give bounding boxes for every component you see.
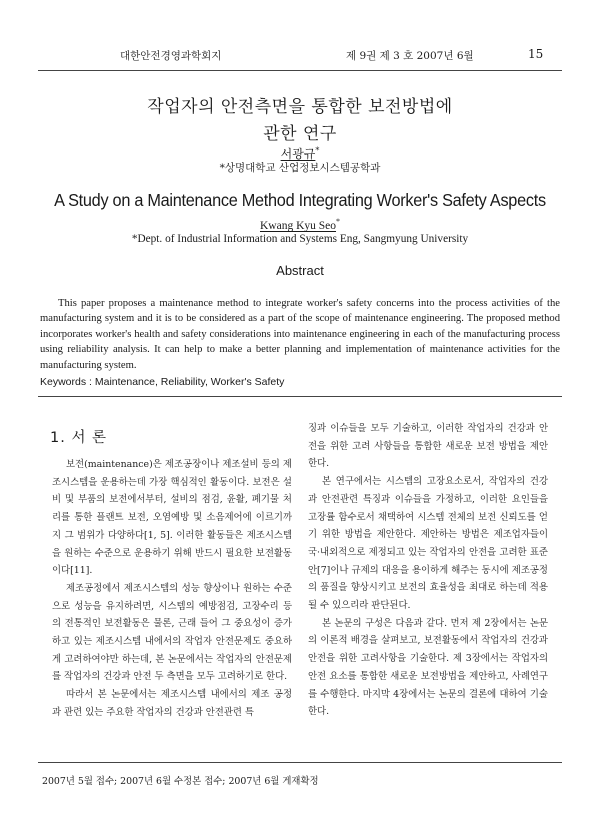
author-en-name: Kwang Kyu Seo — [259, 219, 337, 232]
issue-info: 제 9권 제 3 호 2007년 6월 — [346, 50, 474, 62]
paragraph: 보전(maintenance)은 제조공장이나 제조설비 등의 제조시스템을 운용하는데 가장 핵심적인 활동이다. 보전은 설비 및 부품의 보전에서부터, 설비의 점검, 윤활, 폐기물 처리를 통한 플랜트 보전, 오염예방 및 소음제어에 이르기까지 그 범위가 다양하다[1, 5]. 이러한 활동들은 제조시스템을 원하는 수준으로 운용하기 위해 반드시 필요한 보전활동이다[11]. — [52, 459, 292, 577]
title-ko-line2: 관한 연구 — [263, 124, 337, 144]
title-ko-line1: 작업자의 안전측면을 통합한 보전방법에 — [147, 97, 453, 117]
affiliation-en: *Dept. of Industrial Information and Systems Eng, Sangmyung University — [131, 233, 469, 245]
abstract-text: This paper proposes a maintenance method to integrate worker's safety concerns into the process activities of the manufacturing system and it is to be considered as a part of the scope of maintenance engineering. The proposed method incorporates worker's health and safety considerations into maintenance engineering in each of the manufacturing process using reliability analysis. It can help to make a better planning and implementation of maintenance activities for the manufacturing system. — [40, 298, 560, 371]
received-dates: 2007년 5월 접수; 2007년 6월 수정본 접수; 2007년 6월 게재확정 — [42, 776, 319, 787]
author-ko-name: 서광규 — [280, 147, 316, 161]
body-column-right — [308, 420, 548, 721]
paragraph: 본 논문의 구성은 다음과 같다. 먼저 제 2장에서는 논문의 이론적 배경을 살펴보고, 보전활동에서 작업자의 건강과 안전을 위한 고려사항을 기술한다. 제 3장에서는 작업자의 안전 요소를 통합한 새로운 보전방법을 제안하고, 사례연구를 수행한다. 마지막 4장에서는 논문의 결론에 대하여 기술한다. — [308, 617, 548, 718]
journal-name: 대한안전경영과학회지 — [120, 50, 222, 62]
page-number: 15 — [528, 47, 544, 61]
affiliation-ko: *상명대학교 산업정보시스템공학과 — [219, 162, 381, 174]
header-rule — [38, 70, 562, 71]
body-column-left — [52, 456, 292, 722]
paragraph: 따라서 본 논문에서는 제조시스템 내에서의 제조 공정과 관련 있는 주요한 작업자의 건강과 안전관련 특 — [52, 689, 292, 718]
abstract-heading: Abstract — [276, 263, 324, 278]
author-ko-mark: * — [315, 146, 320, 155]
paragraph: 제조공정에서 제조시스템의 성능 향상이나 원하는 수준으로 성능을 유지하려면, 시스템의 예방점검, 고장수리 등의 전통적인 보전활동은 물론, 근래 들어 그 중요성이 증가하고 있는 제조시스템 내에서의 작업자 안전문제도 중요하게 고려하여야만 하는데, 본 논문에서는 작업자의 안전문제를 작업자의 건강과 안전 두 측면을 모두 고려하기로 한다. — [52, 582, 292, 683]
author-en — [0, 217, 600, 232]
paragraph: 징과 이슈들을 모두 기술하고, 이러한 작업자의 건강과 안전을 위한 고려 사항들을 통합한 새로운 보전 방법을 제안한다. — [308, 423, 548, 470]
author-en-mark: * — [336, 217, 341, 226]
keywords: Keywords : Maintenance, Reliability, Worker's Safety — [40, 376, 285, 388]
section-heading: 1. 서 론 — [50, 430, 108, 446]
footer-rule — [38, 762, 562, 763]
abstract-rule — [38, 396, 562, 397]
title-en: A Study on a Maintenance Method Integrating Worker's Safety Aspects — [54, 190, 546, 210]
paragraph: 본 연구에서는 시스템의 고장요소로서, 작업자의 건강과 안전관련 특징과 이슈들을 가정하고, 이러한 요인들을 고장률 함수로서 채택하여 시스템 전체의 보전 신뢰도를 얻기 위한 방법을 제안한다. 제안하는 방법은 제조업자들이 국·내외적으로 제정되고 있는 작업자의 안전을 고려한 표준안[7]이나 규제의 대응을 용이하게 해주는 동시에 제조공정의 품질을 향상시키고 보전의 효율성을 최대로 하는데 적용될 수 있으리라 판단된다. — [308, 476, 548, 612]
